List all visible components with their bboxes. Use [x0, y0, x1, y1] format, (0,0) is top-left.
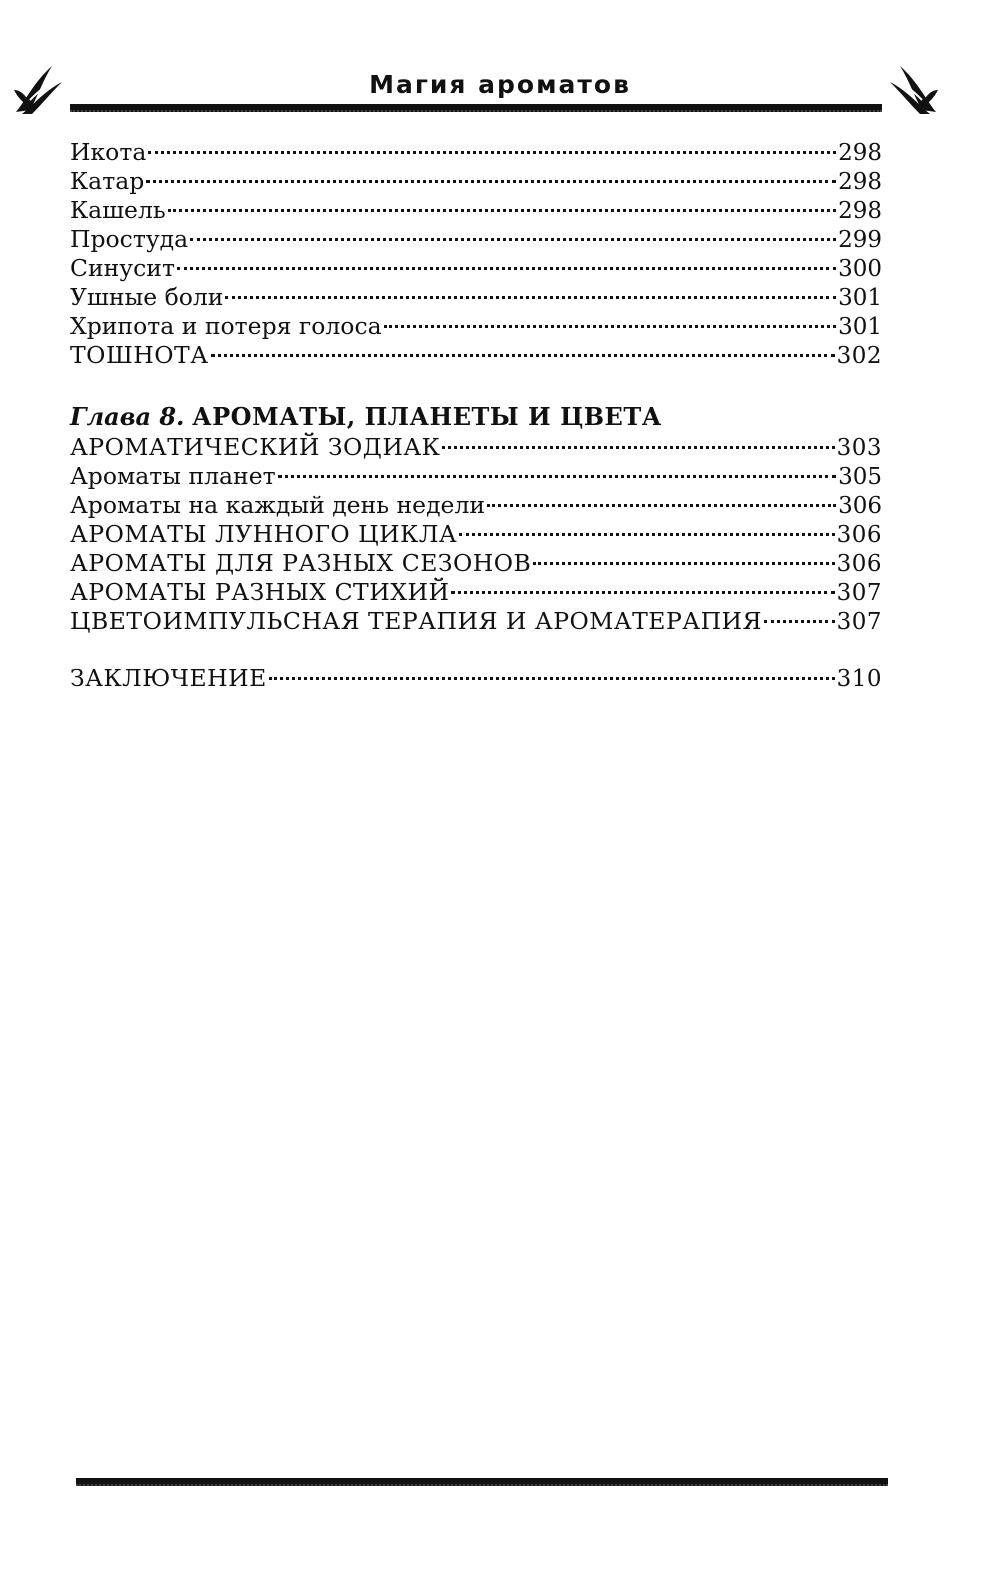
toc-entry-page: 310: [836, 666, 882, 692]
toc-entry-page: 306: [836, 551, 882, 577]
toc-entry: [70, 283, 882, 312]
toc-entry-label: АРОМАТЫ ЛУННОГО ЦИКЛА: [70, 520, 458, 548]
dot-leader: [148, 150, 836, 154]
toc-entry-conclusion: [70, 664, 882, 693]
toc-entry: [70, 167, 882, 196]
toc-entry: [70, 341, 882, 370]
toc-entry: [70, 312, 882, 341]
dot-leader: [487, 503, 836, 507]
toc-entry: [70, 491, 882, 520]
dot-leader: [177, 266, 836, 270]
toc-entry-page: 301: [838, 314, 882, 340]
running-title: Магия ароматов: [369, 70, 631, 99]
toc-entry-label: ЗАКЛЮЧЕНИЕ: [70, 664, 267, 692]
toc-entry: [70, 607, 882, 636]
dot-leader: [190, 237, 836, 241]
toc-entry-page: 298: [838, 198, 882, 224]
floral-ornament-icon: [886, 60, 940, 118]
toc-entry-label: Икота: [70, 138, 147, 166]
dot-leader: [225, 295, 836, 299]
chapter-number: Глава 8.: [70, 402, 185, 431]
spacer: [70, 370, 882, 400]
toc-entry-label: Кашель: [70, 196, 166, 224]
footer-rule: [76, 1478, 888, 1486]
toc-entry-page: 306: [838, 493, 882, 519]
header-rule: [70, 104, 882, 112]
toc-entry-page: 298: [838, 140, 882, 166]
chapter-heading: [70, 400, 882, 433]
toc-entry-page: 300: [838, 256, 882, 282]
toc-entry-label: Синусит: [70, 254, 175, 282]
dot-leader: [459, 532, 834, 536]
toc-entry: [70, 433, 882, 462]
toc-entry-label: Хрипота и потеря голоса: [70, 312, 382, 340]
toc-entry-label: Простуда: [70, 225, 189, 253]
toc-entry: [70, 138, 882, 167]
toc-entry-page: 305: [838, 464, 882, 490]
toc-entry-label: Ушные боли: [70, 283, 224, 311]
toc-entry-page: 299: [838, 227, 882, 253]
toc-entry-page: 298: [838, 169, 882, 195]
toc-entry-label: АРОМАТЫ РАЗНЫХ СТИХИЙ: [70, 578, 450, 606]
toc-entry-page: 307: [836, 609, 882, 635]
dot-leader: [451, 590, 834, 594]
toc-entry: [70, 225, 882, 254]
toc-entry-label: ЦВЕТОИМПУЛЬСНАЯ ТЕРАПИЯ И АРОМАТЕРАПИЯ: [70, 607, 763, 635]
toc-entry-label: Ароматы на каждый день недели: [70, 491, 486, 519]
toc-entry-page: 301: [838, 285, 882, 311]
toc-entry-page: 302: [836, 343, 882, 369]
toc-entry: [70, 549, 882, 578]
table-of-contents: [70, 138, 882, 693]
spacer: [70, 636, 882, 664]
toc-entry: [70, 520, 882, 549]
toc-entry-label: АРОМАТИЧЕСКИЙ ЗОДИАК: [70, 433, 441, 461]
toc-entry-label: АРОМАТЫ ДЛЯ РАЗНЫХ СЕЗОНОВ: [70, 549, 532, 577]
toc-entry-page: 303: [836, 435, 882, 461]
dot-leader: [384, 324, 836, 328]
running-header: [0, 52, 1000, 122]
toc-entry-label: ТОШНОТА: [70, 341, 209, 369]
toc-entry: [70, 196, 882, 225]
chapter-title: АРОМАТЫ, ПЛАНЕТЫ И ЦВЕТА: [192, 402, 662, 431]
toc-entry-label: Катар: [70, 167, 145, 195]
toc-entry: [70, 578, 882, 607]
dot-leader: [442, 445, 834, 449]
dot-leader: [764, 619, 835, 623]
toc-entry: [70, 462, 882, 491]
dot-leader: [146, 179, 836, 183]
toc-entry-label: Ароматы планет: [70, 462, 276, 490]
dot-leader: [211, 353, 835, 357]
toc-entry: [70, 254, 882, 283]
dot-leader: [168, 208, 836, 212]
dot-leader: [533, 561, 834, 565]
dot-leader: [269, 676, 835, 680]
toc-entry-page: 307: [836, 580, 882, 606]
toc-entry-page: 306: [836, 522, 882, 548]
dot-leader: [278, 474, 836, 478]
